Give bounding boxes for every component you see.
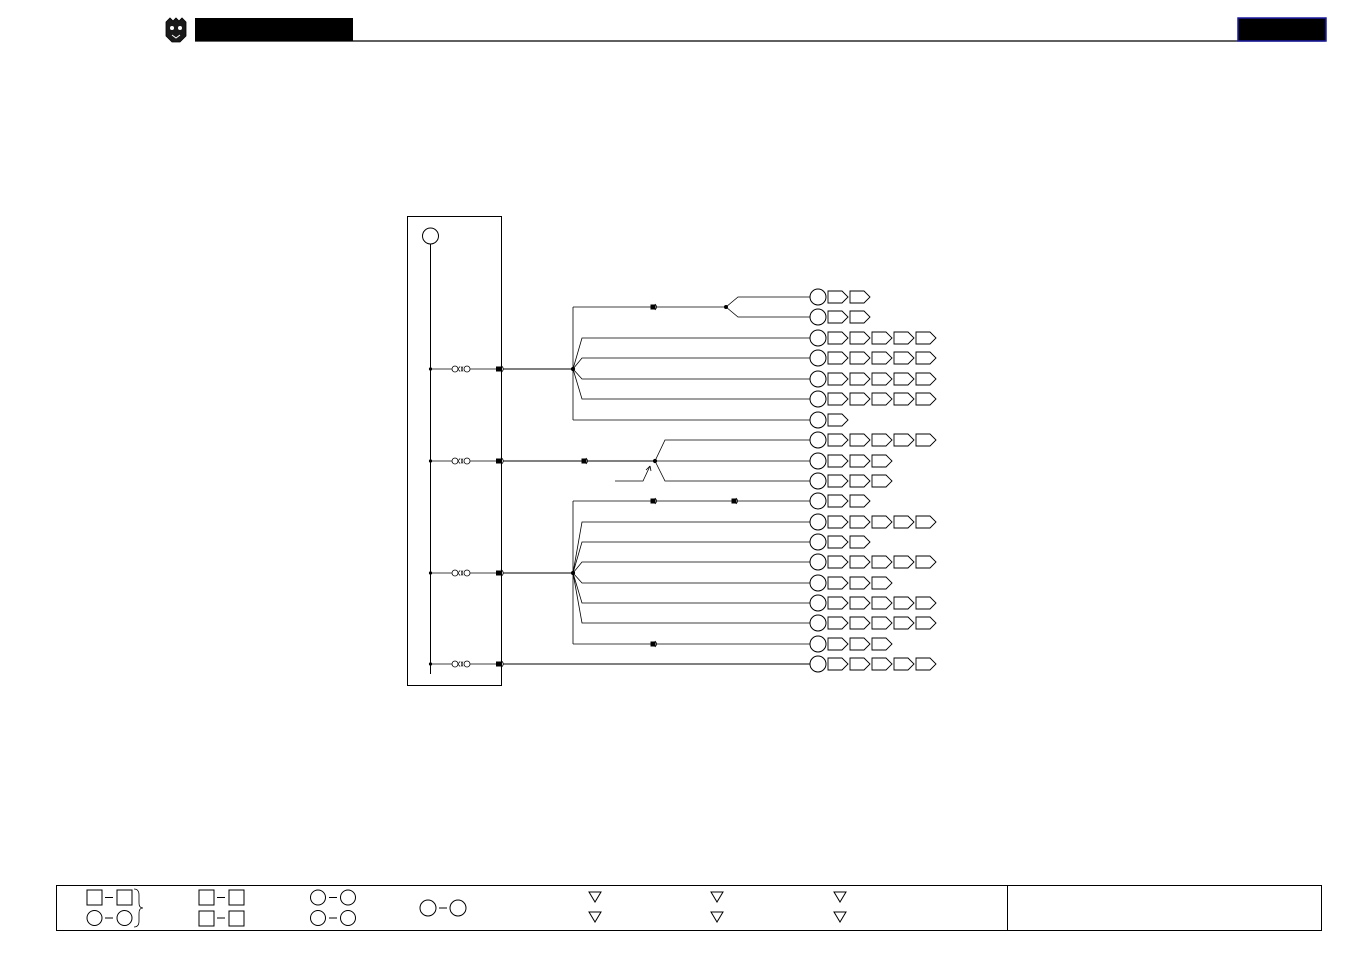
location-tag-icon [916,373,936,385]
terminal-row [810,534,870,550]
fuse-terminal-icon [452,570,458,576]
terminal-row [810,371,936,387]
component-circle-icon [810,391,826,407]
component-circle-icon [810,493,826,509]
component-circle-icon [810,615,826,631]
location-tag-icon [828,434,848,446]
location-tag-icon [850,393,870,405]
component-circle-icon [810,575,826,591]
fuse-feed [429,366,503,373]
terminal-row [810,656,936,672]
location-tag-icon [828,597,848,609]
location-tag-icon [850,475,870,487]
fuse-icon [458,459,463,464]
fuse-feed [429,661,503,668]
location-tag-icon [850,516,870,528]
fuse-terminal-icon [452,458,458,464]
location-tag-icon [850,434,870,446]
component-circle-icon [810,534,826,550]
terminal-row [810,309,870,325]
location-tag-icon [850,311,870,323]
terminal-row [810,432,936,448]
location-tag-icon [828,291,848,303]
location-tag-icon [850,638,870,650]
location-tag-icon [828,638,848,650]
group-2-wiring [503,440,810,481]
location-tag-icon [828,617,848,629]
location-tag-icon [872,373,892,385]
group-3-wiring [503,501,810,644]
location-tag-icon [872,434,892,446]
component-circle-icon [810,432,826,448]
location-tag-icon [916,516,936,528]
footer-legend [57,886,1322,931]
terminal-row [810,554,936,570]
location-tag-icon [850,352,870,364]
terminal-row [810,615,936,631]
location-tag-icon [828,455,848,467]
location-tag-icon [916,617,936,629]
location-tag-icon [850,617,870,629]
location-tag-icon [872,577,892,589]
location-tag-icon [872,658,892,670]
fuse-box [408,217,502,686]
terminal-row [810,636,892,652]
component-circle-icon [810,636,826,652]
location-tag-icon [894,516,914,528]
location-tag-icon [828,352,848,364]
header-title-banner [195,18,353,41]
location-tag-icon [850,373,870,385]
fuse-icon [458,571,463,576]
terminal-row [810,575,892,591]
component-circle-icon [810,656,826,672]
terminal-row [810,473,892,489]
inline-connector [651,641,657,647]
component-circle-icon [810,330,826,346]
location-tag-icon [916,658,936,670]
location-tag-icon [828,577,848,589]
terminal-row [810,453,892,469]
location-tag-icon [850,658,870,670]
location-tag-icon [872,597,892,609]
location-tag-icon [916,597,936,609]
location-tag-icon [872,393,892,405]
ground-icon [420,900,466,916]
location-tag-icon [872,475,892,487]
location-tag-icon [828,495,848,507]
component-circle-icon [810,412,826,428]
inline-connector [582,458,588,464]
location-tag-icon [894,617,914,629]
fuse-box-id-circle [423,228,439,244]
terminal-row [810,493,870,509]
location-tag-icon [916,332,936,344]
location-tag-icon [850,291,870,303]
connector-pin-icon [496,459,501,464]
location-tag-icon [828,475,848,487]
terminal-row [810,330,936,346]
location-tag-icon [828,414,848,426]
jaguar-head-icon [166,18,186,42]
fuse-terminal-icon [464,570,470,576]
terminal-row [810,514,936,530]
fuse-terminal-icon [452,366,458,372]
location-tag-icon [894,434,914,446]
header-section-banner [1238,18,1326,41]
fuse-terminal-icon [452,661,458,667]
location-tag-icon [894,393,914,405]
component-circle-icon [810,309,826,325]
component-circle-icon [810,554,826,570]
location-tag-icon [894,658,914,670]
fuse-terminal-icon [464,661,470,667]
fuse-terminal-icon [464,366,470,372]
location-tag-icon [872,638,892,650]
terminal-row [810,350,936,366]
location-tag-icon [916,556,936,568]
location-tag-icon [872,617,892,629]
location-tag-icon [850,455,870,467]
location-tag-icon [850,332,870,344]
component-circle-icon [810,595,826,611]
location-tag-icon [850,577,870,589]
fuse-feed [429,570,503,577]
location-tag-icon [828,516,848,528]
location-tag-icon [828,332,848,344]
triangle-marker-icon [589,892,846,922]
location-tag-icon [828,556,848,568]
inline-connectors [582,304,738,647]
location-tag-icon [828,536,848,548]
ground-pair-icon [311,890,356,926]
page-header [166,18,1326,42]
inline-connector [651,304,657,310]
location-tag-icon [872,516,892,528]
location-tag-icon [850,597,870,609]
location-tag-icon [850,536,870,548]
location-tag-icon [916,434,936,446]
fuse-terminal-icon [464,458,470,464]
location-tag-icon [872,352,892,364]
inline-connector [651,498,657,504]
terminal-list [810,289,936,672]
terminal-row [810,412,848,428]
location-tag-icon [916,393,936,405]
location-tag-icon [828,658,848,670]
component-circle-icon [810,289,826,305]
connector-pin-icon [496,571,501,576]
ground-arrow [615,466,650,481]
location-tag-icon [872,556,892,568]
connector-pin-icon [496,662,501,667]
location-tag-icon [894,556,914,568]
fuse-feed [429,458,503,465]
location-tag-icon [894,597,914,609]
location-tag-icon [828,393,848,405]
splice-pair-icon [199,890,244,926]
component-circle-icon [810,371,826,387]
inline-connector [732,498,738,504]
fuse-icon [458,662,463,667]
location-tag-icon [894,332,914,344]
terminal-row [810,391,936,407]
location-tag-icon [894,373,914,385]
location-tag-icon [872,332,892,344]
location-tag-icon [850,495,870,507]
terminal-row [810,595,936,611]
location-tag-icon [850,556,870,568]
location-tag-icon [828,311,848,323]
terminal-row [810,289,870,305]
connector-pair-icon [87,889,143,927]
location-tag-icon [894,352,914,364]
location-tag-icon [916,352,936,364]
component-circle-icon [810,453,826,469]
component-circle-icon [810,473,826,489]
fuse-feeds [429,366,503,668]
component-circle-icon [810,514,826,530]
fuse-icon [458,367,463,372]
group-1-wiring [503,297,810,420]
location-tag-icon [872,455,892,467]
location-tag-icon [828,373,848,385]
component-circle-icon [810,350,826,366]
connector-pin-icon [496,367,501,372]
